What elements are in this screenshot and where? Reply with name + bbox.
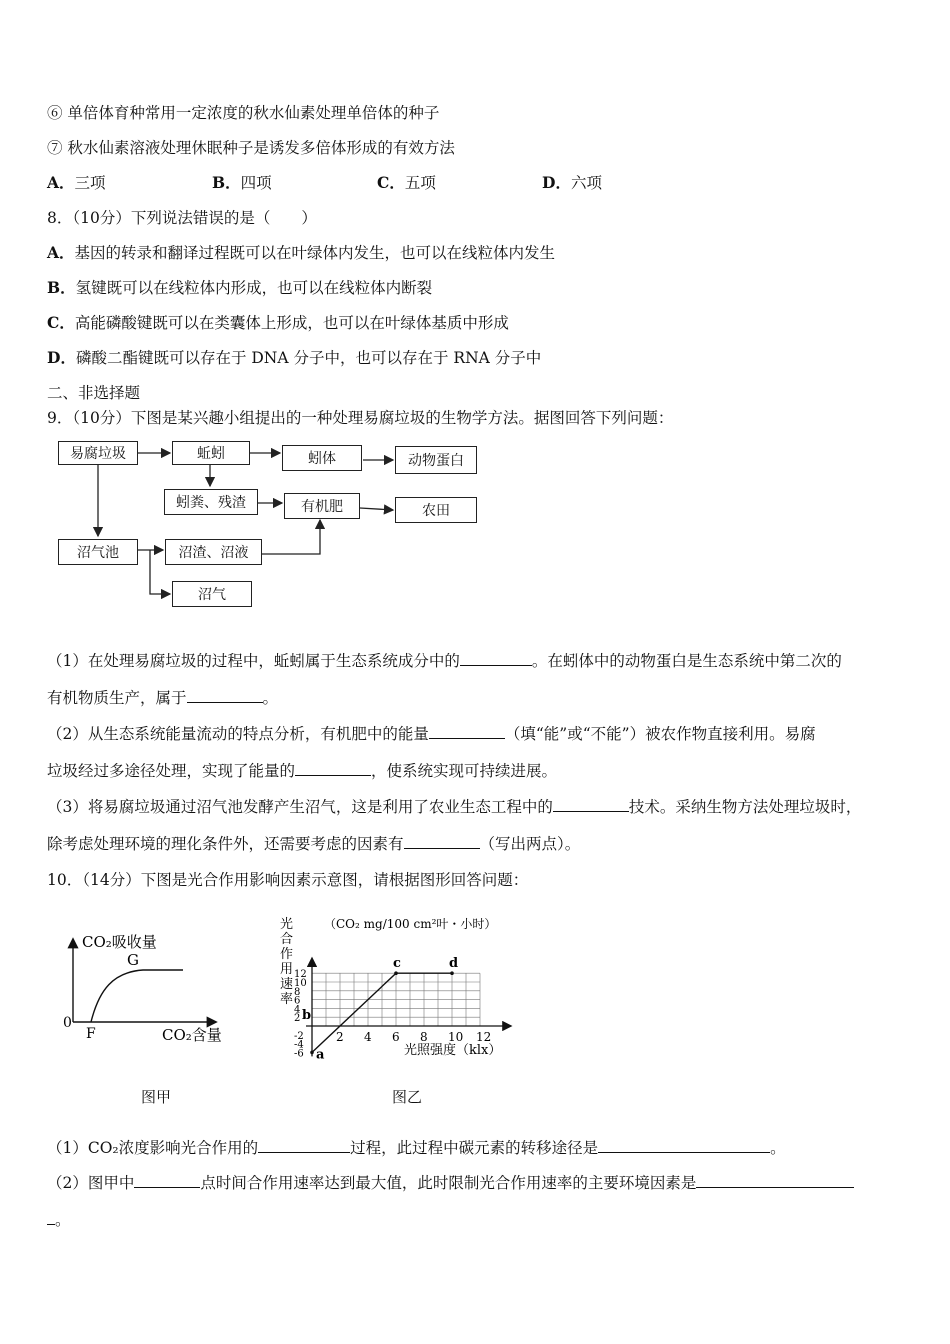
figure-b-caption: 图乙 xyxy=(392,1088,423,1106)
answer-blank[interactable] xyxy=(429,724,505,739)
series-point xyxy=(310,1051,314,1055)
y-tick-label: 6 xyxy=(294,995,301,1007)
y-tick-label: 4 xyxy=(294,1004,301,1016)
fig-b-grid xyxy=(312,973,480,1026)
answer-blank[interactable] xyxy=(187,688,263,703)
fig-a-point-f: F xyxy=(86,1026,96,1042)
box-residue-slurry: 沼渣、沼液 xyxy=(165,539,262,565)
y-tick-label: 12 xyxy=(294,969,307,981)
series-point xyxy=(450,971,454,975)
x-tick-label: 2 xyxy=(336,1030,344,1044)
y-tick-label: -6 xyxy=(294,1048,304,1060)
q10-part2-end: 。 xyxy=(47,1210,71,1230)
q7-option-c: C．五项 xyxy=(377,173,436,192)
point-label-d: d xyxy=(449,956,459,972)
answer-blank[interactable] xyxy=(696,1173,854,1188)
x-tick-label: 4 xyxy=(364,1030,372,1044)
q9-part2-line2: 垃圾经过多途径处理，实现了能量的 ，使系统实现可持续进展。 xyxy=(47,762,558,780)
answer-blank[interactable] xyxy=(404,834,480,849)
fig-a-point-g: G xyxy=(127,951,139,969)
ylabel-char: 合 xyxy=(280,932,294,947)
flow-arrows xyxy=(0,0,950,620)
q7-option-a: A．三项 xyxy=(47,173,106,192)
x-tick-label: 6 xyxy=(392,1030,400,1044)
q7-option-b: B．四项 xyxy=(212,173,272,192)
q8-option-c: C．高能磷酸键既可以在类囊体上形成，也可以在叶绿体基质中形成 xyxy=(47,313,509,332)
q10-stem: 10．（14分）下图是光合作用影响因素示意图，请根据图形回答问题： xyxy=(47,871,529,889)
q7-statement-6: ⑥ 单倍体育种常用一定浓度的秋水仙素处理单倍体的种子 xyxy=(47,104,440,122)
box-waste: 易腐垃圾 xyxy=(58,441,138,465)
box-organic-fertilizer: 有机肥 xyxy=(284,493,360,519)
x-tick-label: 12 xyxy=(476,1030,492,1044)
figure-a-caption: 图甲 xyxy=(141,1088,172,1106)
box-worm-body: 蚓体 xyxy=(282,445,362,471)
q9-flow-diagram xyxy=(0,0,950,620)
answer-blank[interactable] xyxy=(258,1138,350,1153)
box-farmland: 农田 xyxy=(395,497,477,523)
arrow-residue-fertilizer xyxy=(262,520,320,554)
box-earthworm: 蚯蚓 xyxy=(172,441,250,465)
x-tick-label: 10 xyxy=(448,1030,464,1044)
figure-b-chart xyxy=(272,910,532,1070)
q8-stem: 8．（10分）下列说法错误的是（ ） xyxy=(47,209,317,227)
answer-blank[interactable] xyxy=(295,761,371,776)
fig-a-origin: 0 xyxy=(63,1015,72,1031)
fig-b-ylabel-1 xyxy=(280,916,293,1007)
fig-b-xlabel: 光照强度（klx） xyxy=(404,1043,502,1058)
q9-part1-line1: （1）在处理易腐垃圾的过程中，蚯蚓属于生态系统成分中的 。在蚓体中的动物蛋白是生态系统中第二次的 xyxy=(47,652,842,670)
box-biogas: 沼气 xyxy=(172,581,252,607)
y-tick-label: 10 xyxy=(294,978,307,989)
q10-part1: （1）CO₂浓度影响光合作用的 过程，此过程中碳元素的转移途径是 。 xyxy=(47,1139,786,1157)
box-animal-protein: 动物蛋白 xyxy=(395,446,477,474)
answer-blank[interactable] xyxy=(553,797,629,812)
q7-statement-7: ⑦ 秋水仙素溶液处理休眠种子是诱发多倍体形成的有效方法 xyxy=(47,139,455,157)
section-heading: 二、非选择题 xyxy=(47,384,141,402)
ylabel-char: 作 xyxy=(280,947,294,962)
arrow-pool-biogas xyxy=(150,550,170,594)
q10-part2: （2）图甲中 点时间合作用速率达到最大值，此时限制光合作用速率的主要环境因素是 xyxy=(47,1173,854,1193)
answer-blank[interactable] xyxy=(460,651,532,666)
fig-b-yunit: （CO₂ mg/100 cm²叶・小时） xyxy=(324,917,497,931)
q9-part2-line1: （2）从生态系统能量流动的特点分析，有机肥中的能量 （填“能”或“不能”）被农作物直接利用。易腐 xyxy=(47,725,816,743)
y-tick-label: 2 xyxy=(294,1013,301,1025)
answer-blank[interactable] xyxy=(134,1173,200,1188)
y-tick-label: -4 xyxy=(294,1039,304,1051)
y-tick-label: 8 xyxy=(294,986,301,998)
figure-a-chart xyxy=(55,930,295,1050)
ylabel-char: 光 xyxy=(280,917,294,932)
answer-blank[interactable] xyxy=(47,1210,55,1225)
fig-a-ylabel: CO₂吸收量 xyxy=(82,933,157,951)
q8-option-a: A．基因的转录和翻译过程既可以在叶绿体内发生，也可以在线粒体内发生 xyxy=(47,243,556,262)
box-feces-residue: 蚓粪、残渣 xyxy=(164,489,258,515)
x-tick-label: 8 xyxy=(420,1030,428,1044)
point-label-a: a xyxy=(316,1047,325,1063)
point-label-c: c xyxy=(393,956,401,972)
point-label-b: b xyxy=(302,1008,312,1024)
arrow-fertilizer-field xyxy=(360,508,393,510)
q8-option-d: D．磷酸二酯键既可以存在于 DNA 分子中，也可以存在于 RNA 分子中 xyxy=(47,348,542,367)
q9-stem: 9．（10分）下图是某兴趣小组提出的一种处理易腐垃圾的生物学方法。据图回答下列问题： xyxy=(47,409,674,427)
box-biogas-pool: 沼气池 xyxy=(58,539,138,565)
ylabel-char: 速 xyxy=(280,977,294,992)
q9-part1-line2: 有机物质生产，属于 。 xyxy=(47,689,279,707)
q8-option-b: B．氢键既可以在线粒体内形成，也可以在线粒体内断裂 xyxy=(47,278,433,297)
series-point xyxy=(394,971,398,975)
q7-option-d: D．六项 xyxy=(542,173,602,192)
y-tick-label: -2 xyxy=(294,1030,304,1042)
ylabel-char: 用 xyxy=(280,962,294,977)
ylabel-char: 率 xyxy=(280,992,294,1007)
fig-a-xlabel: CO₂含量 xyxy=(162,1026,222,1044)
answer-blank[interactable] xyxy=(598,1138,770,1153)
q9-part3-line1: （3）将易腐垃圾通过沼气池发酵产生沼气，这是利用了农业生态工程中的 技术。采纳生物方法处理垃圾时， xyxy=(47,798,862,816)
fig-a-curve xyxy=(91,970,183,1022)
q9-part3-line2: 除考虑处理环境的理化条件外，还需要考虑的因素有 （写出两点）。 xyxy=(47,835,581,853)
